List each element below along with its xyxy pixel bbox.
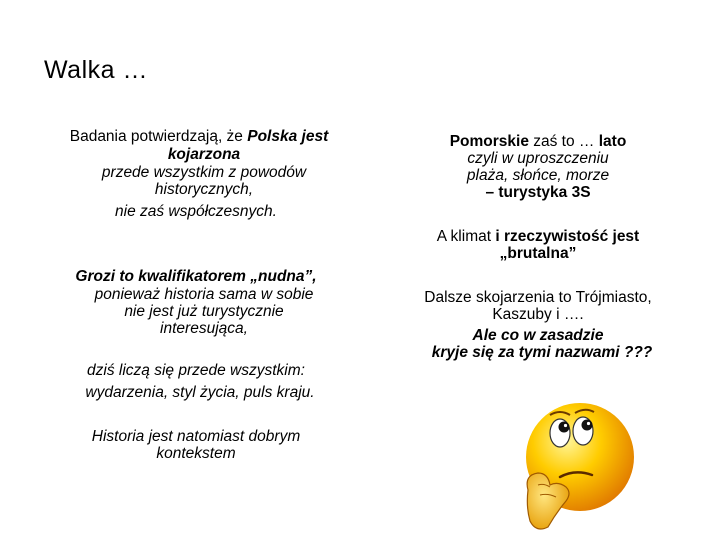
right-p1-line1: Pomorskie zaś to … lato — [449, 133, 627, 150]
thinking-face-icon — [520, 395, 635, 535]
left-p3-line1: dziś liczą się przede wszystkim: — [87, 362, 305, 379]
right-p3-line2: Kaszuby i …. — [492, 306, 584, 323]
right-p3-line1: Dalsze skojarzenia to Trójmiasto, — [424, 289, 652, 306]
left-p2-line4: interesująca, — [160, 320, 248, 337]
left-p3-line2: wydarzenia, styl życia, puls kraju. — [85, 384, 315, 401]
right-p2-line2: „brutalna” — [499, 245, 577, 262]
left-p4-line1: Historia jest natomiast dobrym — [91, 428, 301, 445]
left-p1-line2: kojarzona — [167, 146, 241, 163]
left-p4-line2: kontekstem — [156, 445, 236, 462]
left-p1-line1: Badania potwierdzają, że Polska jest — [69, 128, 329, 145]
right-p1-line2: czyli w uproszczeniu — [467, 150, 609, 167]
right-p3-line4: kryje się za tymi nazwami ??? — [431, 344, 653, 361]
right-p3-line3: Ale co w zasadzie — [472, 327, 604, 344]
page-title: Walka … — [44, 56, 148, 84]
right-p1-line3: plaża, słońce, morze — [466, 167, 610, 184]
right-p1-line4: – turystyka 3S — [485, 184, 591, 201]
left-p1-line4: historycznych, — [154, 181, 254, 198]
left-p2-line1: Grozi to kwalifikatorem „nudna”, — [75, 268, 317, 285]
left-p1-line3: przede wszystkim z powodów — [101, 164, 307, 181]
left-p2-line2: ponieważ historia sama w sobie — [94, 286, 314, 303]
left-p2-line3: nie jest już turystycznie — [124, 303, 284, 320]
right-p2-line1: A klimat i rzeczywistość jest — [436, 228, 640, 245]
left-p1-line5: nie zaś współczesnych. — [115, 203, 277, 220]
